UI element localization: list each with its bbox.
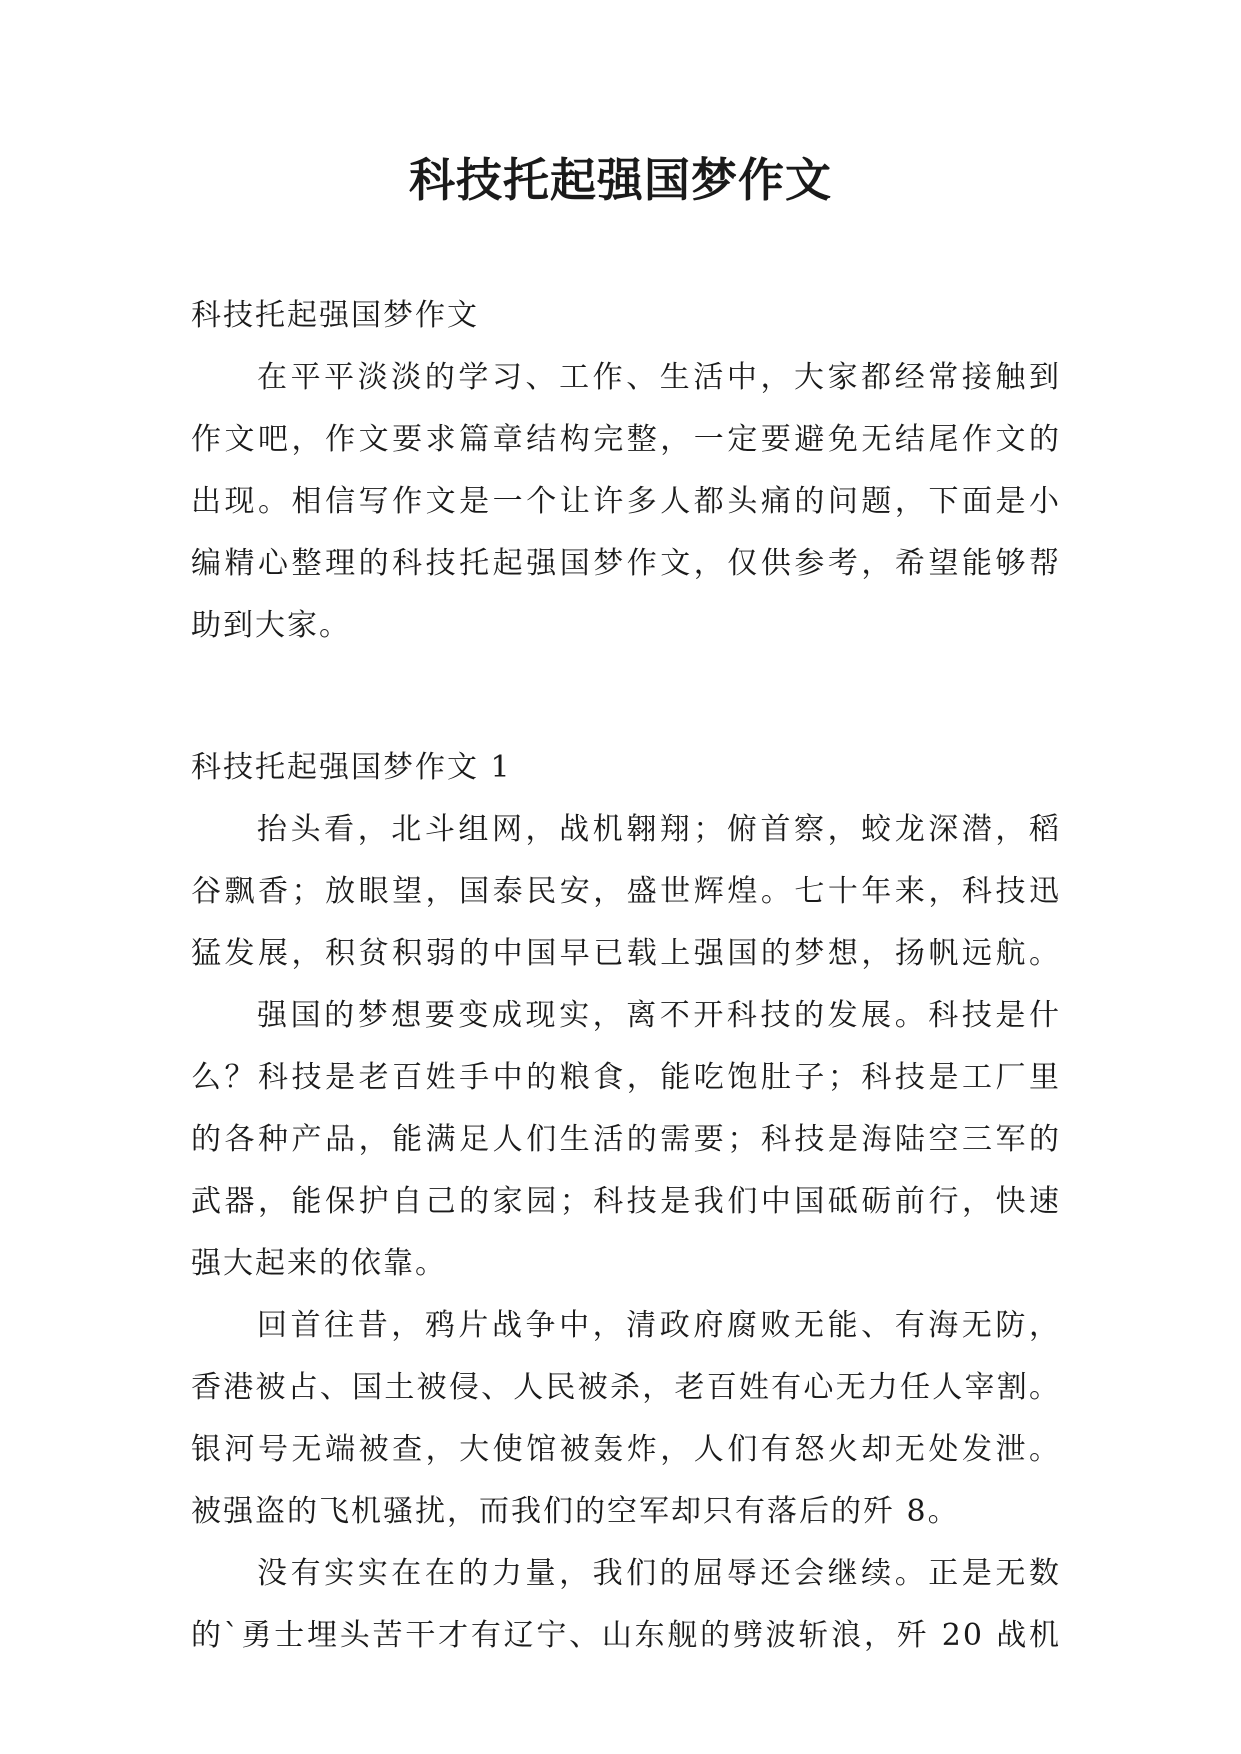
paragraph-line: 的各种产品，能满足人们生活的需要；科技是海陆空三军的 — [191, 1122, 1061, 1157]
essay-paragraph-2 — [191, 985, 1061, 1295]
paragraph-line: 猛发展，积贫积弱的中国早已载上强国的梦想，扬帆远航。 — [191, 936, 1061, 971]
essay-paragraph-3 — [191, 1295, 1061, 1543]
paragraph-line: 在平平淡淡的学习、工作、生活中，大家都经常接触到 — [257, 360, 1061, 395]
paragraph-line: 回首往昔，鸦片战争中，清政府腐败无能、有海无防， — [257, 1308, 1061, 1343]
document-title: 科技托起强国梦作文 — [409, 153, 832, 207]
section-heading-essay-1: 科技托起强国梦作文 1 — [191, 750, 512, 785]
document-body — [191, 285, 1061, 1667]
paragraph-line: 武器，能保护自己的家园；科技是我们中国砥砺前行，快速 — [191, 1184, 1061, 1219]
paragraph-line: 抬头看，北斗组网，战机翱翔；俯首察，蛟龙深潜，稻 — [257, 812, 1061, 847]
paragraph-line: 作文吧，作文要求篇章结构完整，一定要避免无结尾作文的 — [191, 422, 1061, 457]
paragraph-line: 银河号无端被查，大使馆被轰炸，人们有怒火却无处发泄。 — [191, 1432, 1061, 1467]
section-heading-intro: 科技托起强国梦作文 — [191, 298, 479, 333]
paragraph-line: 的`勇士埋头苦干才有辽宁、山东舰的劈波斩浪，歼 20 战机 — [191, 1618, 1061, 1653]
paragraph-line: 没有实实在在的力量，我们的屈辱还会继续。正是无数 — [257, 1556, 1061, 1591]
paragraph-line: 助到大家。 — [191, 608, 351, 643]
intro-paragraph — [191, 347, 1061, 657]
essay-paragraph-1 — [191, 799, 1061, 985]
paragraph-line: 编精心整理的科技托起强国梦作文，仅供参考，希望能够帮 — [191, 546, 1061, 581]
paragraph-line: 香港被占、国土被侵、人民被杀，老百姓有心无力任人宰割。 — [191, 1370, 1061, 1405]
paragraph-line: 出现。相信写作文是一个让许多人都头痛的问题，下面是小 — [191, 484, 1061, 519]
paragraph-line: 强大起来的依靠。 — [191, 1246, 447, 1281]
paragraph-line: 么？科技是老百姓手中的粮食，能吃饱肚子；科技是工厂里 — [191, 1060, 1061, 1095]
paragraph-line: 强国的梦想要变成现实，离不开科技的发展。科技是什 — [257, 998, 1061, 1033]
paragraph-line: 谷飘香；放眼望，国泰民安，盛世辉煌。七十年来，科技迅 — [191, 874, 1061, 909]
paragraph-line: 被强盗的飞机骚扰，而我们的空军却只有落后的歼 8。 — [191, 1494, 960, 1529]
essay-paragraph-4 — [191, 1543, 1061, 1667]
section-gap — [191, 657, 1061, 737]
